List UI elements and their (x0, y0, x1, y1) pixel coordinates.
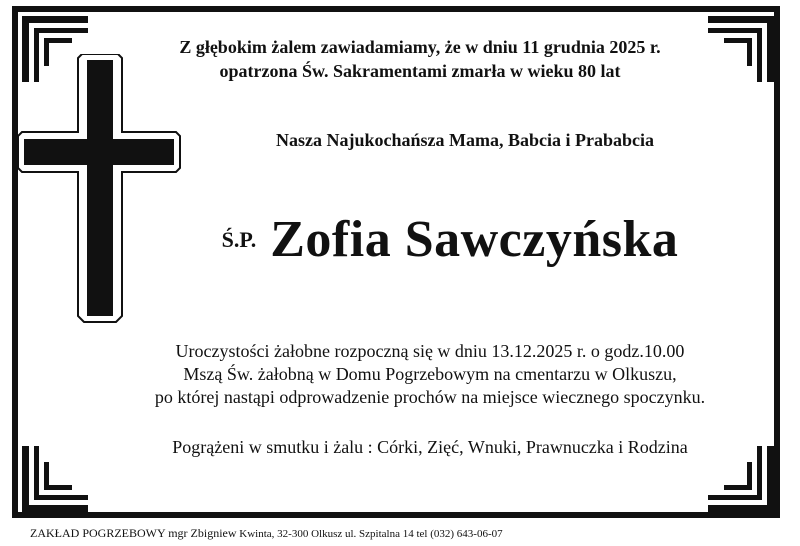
cross-icon (16, 54, 182, 324)
deceased-prefix: Ś.P. (221, 226, 257, 252)
announcement-line-1: Z głębokim żalem zawiadamiamy, że w dniu 11 grudnia 2025 r. (179, 37, 661, 57)
funeral-home-footer (30, 526, 503, 541)
announcement-header (110, 35, 730, 83)
deceased-name-row (160, 210, 740, 269)
funeral-line-3: po której nastąpi odprowadzenie prochów na miejsce wiecznego spoczynku. (154, 387, 706, 407)
corner-ornament-bottom-left (22, 446, 88, 512)
funeral-home-name: ZAKŁAD POGRZEBOWY mgr Zbigniew (30, 526, 237, 540)
funeral-line-1: Uroczystości żałobne rozpoczną się w dniu 13.12.2025 r. o godz.10.00 (175, 341, 685, 361)
deceased-name: Zofia Sawczyńska (270, 211, 679, 268)
mourners-line: Pogrążeni w smutku i żalu : Córki, Zięć, Wnuki, Prawnuczka i Rodzina (172, 437, 688, 457)
funeral-home-details: Kwinta, 32-300 Olkusz ul. Szpitalna 14 tel (032) 643-06-07 (239, 528, 503, 540)
announcement-line-2: opatrzona Św. Sakramentami zmarła w wieku 80 lat (219, 61, 621, 81)
funeral-line-2: Mszą Św. żałobną w Domu Pogrzebowym na cmentarzu w Olkuszu, (183, 364, 677, 384)
funeral-details (80, 340, 780, 409)
family-relation-subtitle: Nasza Najukochańsza Mama, Babcia i Prababcia (276, 130, 654, 150)
